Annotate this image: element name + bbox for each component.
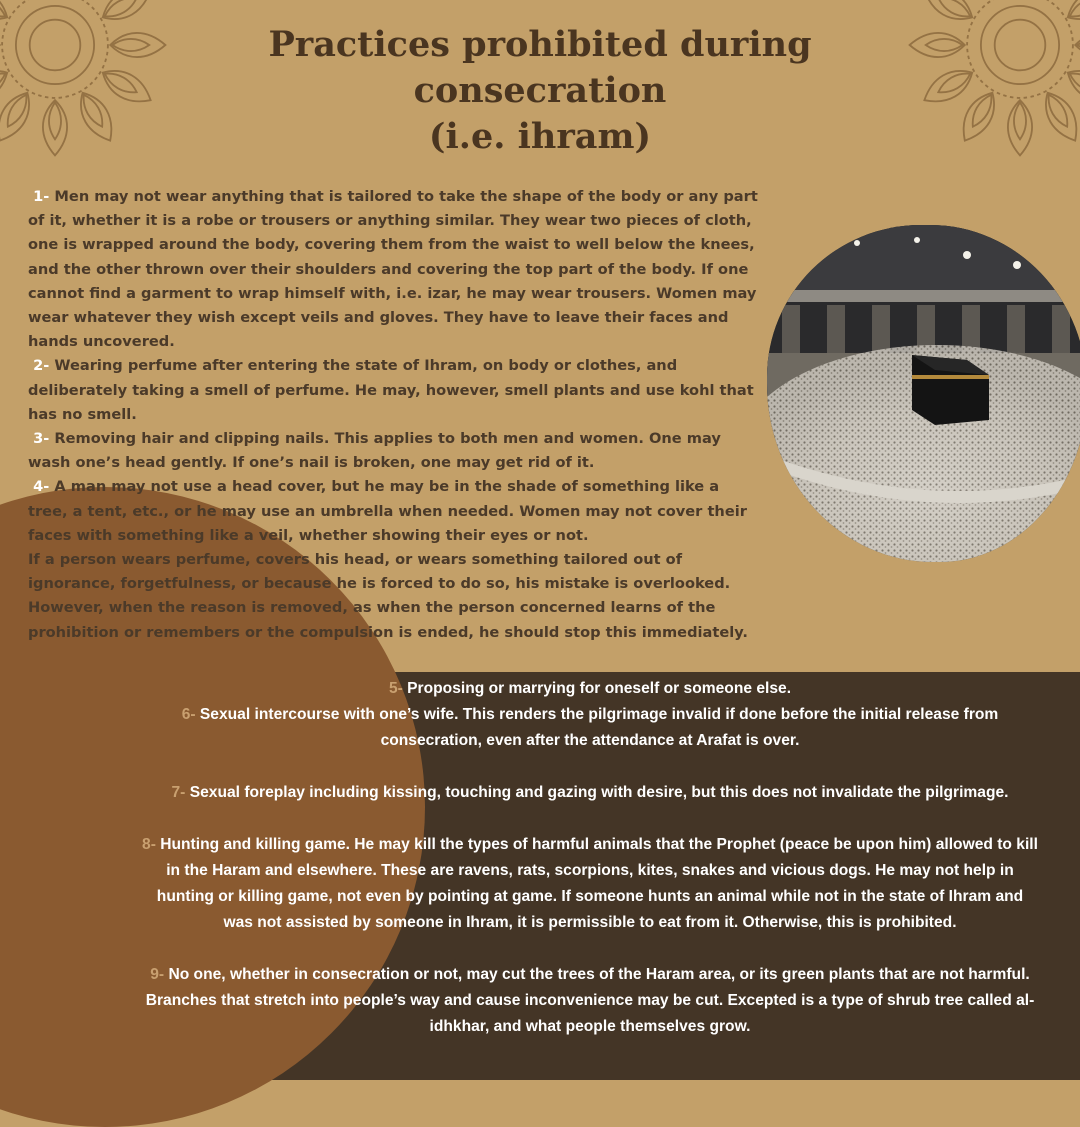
lower-text-block (140, 676, 1040, 1040)
list-item (28, 427, 763, 475)
item-number: 2- (33, 357, 50, 375)
list-item (28, 354, 763, 427)
list-item (140, 702, 1040, 754)
item-number: 4- (33, 478, 50, 496)
note-paragraph: If a person wears perfume, covers his head, or wears something tailored out of ignorance, forgetfulness, or because he is forced to do so, his mistake is overlooked. However, when the reason is removed, as when the person concerned learns of the prohibition or remembers or the compulsion is ended, he should stop this immediately. (28, 551, 748, 641)
item-text: Sexual foreplay including kissing, touching and gazing with desire, but this does not invalidate the pilgrimage. (185, 784, 1009, 801)
list-item (140, 676, 1040, 702)
item-text: Hunting and killing game. He may kill the types of harmful animals that the Prophet (peace be upon him) allowed to kill in the Haram and elsewhere. These are ravens, rats, scorpions, kites, snakes and vicious dogs. He may not help in hunting or killing game, not even by pointing at game. If someone hunts an animal while not in the state of Ihram and was not assisted by someone in Ihram, it is permissible to eat from it. Otherwise, this is prohibited. (155, 836, 1038, 931)
list-item (140, 962, 1040, 1040)
item-text: Proposing or marrying for oneself or someone else. (402, 680, 792, 697)
list-item (28, 475, 763, 548)
title-line-2: (i.e. ihram) (428, 116, 652, 157)
item-number: 3- (33, 430, 50, 448)
item-number: 9- (150, 966, 165, 983)
kaaba-illustration (767, 225, 1080, 562)
item-text: A man may not use a head cover, but he may be in the shade of something like a tree, a tent, etc., or he may use an umbrella when needed. Women may not cover their faces with something like a veil, whether showing their eyes or not. (28, 478, 747, 544)
item-number: 6- (181, 706, 196, 723)
item-number: 8- (142, 836, 156, 853)
item-text: Wearing perfume after entering the state of Ihram, on body or clothes, and deliberately taking a smell of perfume. He may, however, smell plants and use kohl that has no smell. (28, 357, 754, 423)
page-title (140, 22, 940, 160)
kaaba-photo (767, 225, 1080, 562)
list-item (140, 780, 1040, 806)
item-text: No one, whether in consecration or not, may cut the trees of the Haram area, or its green plants that are not harmful. Branches that stretch into people’s way and cause inconvenience may be cut. Excepted is a type of shrub tree called al-idhkhar, and what people themselves grow. (145, 966, 1035, 1035)
item-text: Removing hair and clipping nails. This applies to both men and women. One may wash one’s head gently. If one’s nail is broken, one may get rid of it. (28, 430, 721, 472)
item-text: Sexual intercourse with one’s wife. This renders the pilgrimage invalid if done before the initial release from consecration, even after the attendance at Arafat is over. (195, 706, 999, 749)
item-number: 5- (388, 680, 403, 697)
upper-text-block (28, 185, 763, 645)
title-line-1: Practices prohibited during consecration (268, 24, 812, 111)
list-item (28, 185, 763, 354)
list-item (140, 832, 1040, 936)
item-text: Men may not wear anything that is tailored to take the shape of the body or any part of it, whether it is a robe or trousers or anything similar. They wear two pieces of cloth, one is wrapped around the body, covering them from the waist to well below the knees, and the other thrown over their shoulders and covering the top part of the body. If one cannot find a garment to wrap himself with, i.e. izar, he may wear trousers. Women may wear whatever they wish except veils and gloves. They have to leave their faces and hands uncovered. (28, 188, 758, 351)
item-number: 7- (171, 784, 186, 801)
item-number: 1- (33, 188, 50, 205)
